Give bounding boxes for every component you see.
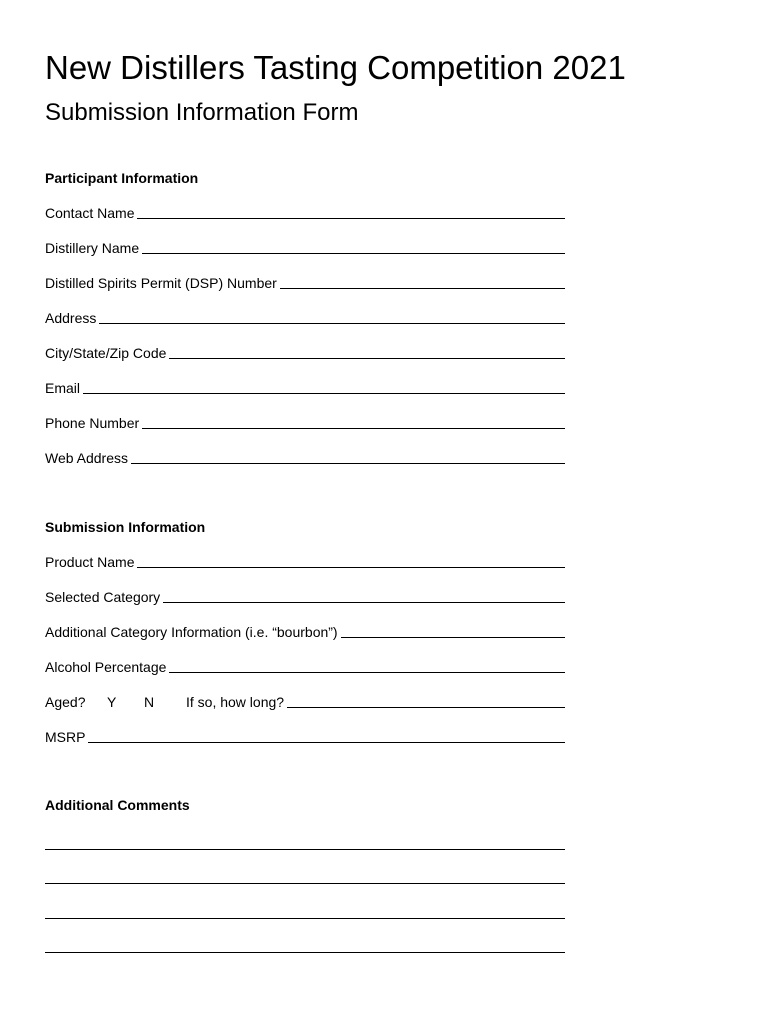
additional-category-input[interactable] bbox=[341, 624, 565, 638]
web-address-field bbox=[45, 448, 565, 466]
msrp-input[interactable] bbox=[88, 729, 565, 743]
product-name-field bbox=[45, 552, 565, 570]
how-long-input[interactable] bbox=[287, 694, 565, 708]
comment-line-1[interactable] bbox=[45, 835, 565, 850]
aged-label: Aged? bbox=[45, 694, 86, 710]
aged-no-option[interactable]: N bbox=[144, 694, 155, 710]
distillery-name-field bbox=[45, 238, 565, 256]
web-address-label: Web Address bbox=[45, 450, 129, 466]
aged-field bbox=[45, 692, 565, 710]
address-field bbox=[45, 308, 565, 326]
selected-category-label: Selected Category bbox=[45, 589, 161, 605]
comment-line-3[interactable] bbox=[45, 904, 565, 919]
dsp-number-label: Distilled Spirits Permit (DSP) Number bbox=[45, 275, 277, 291]
address-input[interactable] bbox=[99, 310, 565, 324]
msrp-field bbox=[45, 727, 565, 745]
page-subtitle: Submission Information Form bbox=[45, 99, 359, 126]
participant-section-heading: Participant Information bbox=[45, 170, 199, 186]
email-input[interactable] bbox=[83, 380, 565, 394]
alcohol-percentage-input[interactable] bbox=[169, 659, 565, 673]
submission-section-heading: Submission Information bbox=[45, 519, 206, 535]
comments-section-heading: Additional Comments bbox=[45, 797, 190, 813]
distillery-name-label: Distillery Name bbox=[45, 240, 140, 256]
city-state-zip-input[interactable] bbox=[169, 345, 565, 359]
email-field bbox=[45, 378, 565, 396]
comment-line-4[interactable] bbox=[45, 938, 565, 953]
contact-name-label: Contact Name bbox=[45, 205, 135, 221]
web-address-input[interactable] bbox=[131, 450, 565, 464]
email-label: Email bbox=[45, 380, 81, 396]
distillery-name-input[interactable] bbox=[142, 240, 565, 254]
city-state-zip-field bbox=[45, 343, 565, 361]
comment-line-2[interactable] bbox=[45, 869, 565, 884]
phone-number-input[interactable] bbox=[142, 415, 565, 429]
additional-category-label: Additional Category Information (i.e. “bourbon”) bbox=[45, 624, 338, 640]
page-title: New Distillers Tasting Competition 2021 bbox=[45, 49, 626, 86]
product-name-label: Product Name bbox=[45, 554, 135, 570]
contact-name-field bbox=[45, 203, 565, 221]
selected-category-field bbox=[45, 587, 565, 605]
how-long-label: If so, how long? bbox=[186, 694, 285, 710]
city-state-zip-label: City/State/Zip Code bbox=[45, 345, 167, 361]
additional-category-field bbox=[45, 622, 565, 640]
alcohol-percentage-label: Alcohol Percentage bbox=[45, 659, 167, 675]
phone-number-field bbox=[45, 413, 565, 431]
contact-name-input[interactable] bbox=[137, 205, 565, 219]
msrp-label: MSRP bbox=[45, 729, 86, 745]
dsp-number-input[interactable] bbox=[280, 275, 565, 289]
address-label: Address bbox=[45, 310, 97, 326]
aged-yes-option[interactable]: Y bbox=[107, 694, 117, 710]
selected-category-input[interactable] bbox=[163, 589, 565, 603]
dsp-number-field bbox=[45, 273, 565, 291]
phone-number-label: Phone Number bbox=[45, 415, 140, 431]
product-name-input[interactable] bbox=[137, 554, 565, 568]
alcohol-percentage-field bbox=[45, 657, 565, 675]
